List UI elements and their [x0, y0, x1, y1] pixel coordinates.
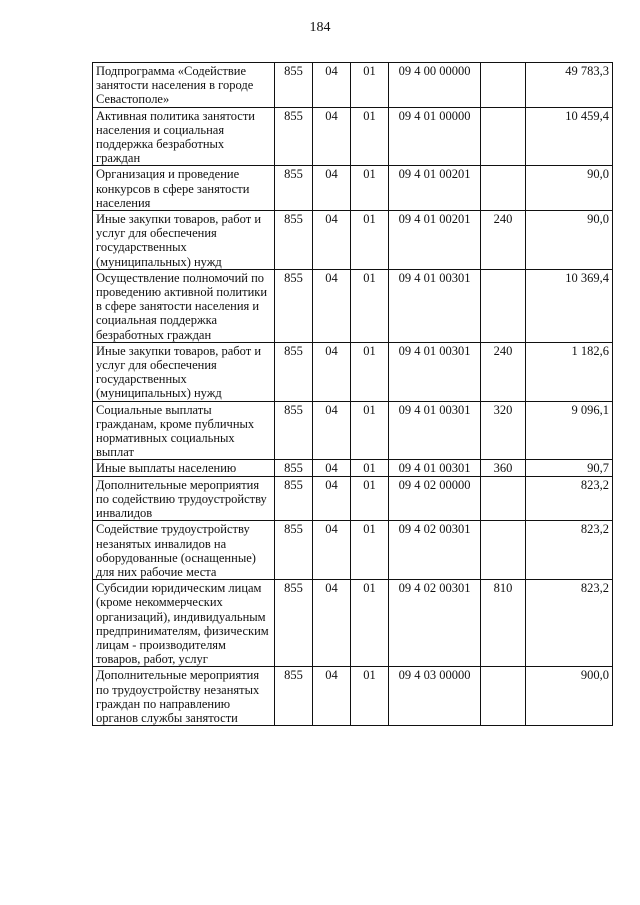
amount-cell: 10 369,4: [526, 269, 613, 342]
subsection-cell: 01: [351, 107, 389, 166]
expense-kind-cell: 810: [481, 580, 526, 667]
amount-cell: 1 182,6: [526, 342, 613, 401]
table-row: [93, 460, 613, 476]
table-row: [93, 63, 613, 108]
table-row: [93, 521, 613, 580]
ministry-code-cell: 855: [275, 342, 313, 401]
target-item-cell: 09 4 01 00301: [389, 342, 481, 401]
expense-name-cell: Подпрограмма «Содействие занятости населения в городе Севастополе»: [93, 63, 275, 108]
ministry-code-cell: 855: [275, 521, 313, 580]
section-cell: 04: [313, 342, 351, 401]
table-row: [93, 580, 613, 667]
expense-kind-cell: [481, 269, 526, 342]
amount-cell: 823,2: [526, 521, 613, 580]
target-item-cell: 09 4 02 00301: [389, 521, 481, 580]
amount-cell: 90,7: [526, 460, 613, 476]
expense-name-cell: Осуществление полномочий по проведению активной политики в сфере занятости населения и социальная поддержка безработных граждан: [93, 269, 275, 342]
target-item-cell: 09 4 01 00301: [389, 401, 481, 460]
amount-cell: 9 096,1: [526, 401, 613, 460]
ministry-code-cell: 855: [275, 107, 313, 166]
expense-name-cell: Иные выплаты населению: [93, 460, 275, 476]
expense-kind-cell: 320: [481, 401, 526, 460]
amount-cell: 49 783,3: [526, 63, 613, 108]
amount-cell: 90,0: [526, 166, 613, 211]
expense-kind-cell: 360: [481, 460, 526, 476]
expense-name-cell: Дополнительные мероприятия по содействию трудоустройству инвалидов: [93, 476, 275, 521]
page-number: 184: [309, 20, 331, 35]
target-item-cell: 09 4 01 00301: [389, 269, 481, 342]
table-row: [93, 269, 613, 342]
subsection-cell: 01: [351, 211, 389, 270]
section-cell: 04: [313, 521, 351, 580]
section-cell: 04: [313, 269, 351, 342]
table-row: [93, 342, 613, 401]
budget-table: [92, 62, 613, 726]
target-item-cell: 09 4 02 00301: [389, 580, 481, 667]
table-row: [93, 476, 613, 521]
target-item-cell: 09 4 01 00000: [389, 107, 481, 166]
expense-name-cell: Иные закупки товаров, работ и услуг для обеспечения государственных (муниципальных) нужд: [93, 211, 275, 270]
section-cell: 04: [313, 476, 351, 521]
ministry-code-cell: 855: [275, 211, 313, 270]
table-row: [93, 401, 613, 460]
target-item-cell: 09 4 01 00201: [389, 211, 481, 270]
subsection-cell: 01: [351, 166, 389, 211]
expense-name-cell: Организация и проведение конкурсов в сфере занятости населения: [93, 166, 275, 211]
target-item-cell: 09 4 01 00301: [389, 460, 481, 476]
amount-cell: 90,0: [526, 211, 613, 270]
ministry-code-cell: 855: [275, 580, 313, 667]
amount-cell: 900,0: [526, 667, 613, 726]
expense-name-cell: Активная политика занятости населения и социальная поддержка безработных граждан: [93, 107, 275, 166]
expense-kind-cell: [481, 63, 526, 108]
subsection-cell: 01: [351, 63, 389, 108]
ministry-code-cell: 855: [275, 166, 313, 211]
table-body: [93, 63, 613, 726]
table-row: [93, 166, 613, 211]
table-row: [93, 107, 613, 166]
ministry-code-cell: 855: [275, 460, 313, 476]
expense-kind-cell: [481, 476, 526, 521]
expense-name-cell: Социальные выплаты гражданам, кроме публичных нормативных социальных выплат: [93, 401, 275, 460]
expense-kind-cell: [481, 107, 526, 166]
expense-kind-cell: [481, 667, 526, 726]
expense-name-cell: Иные закупки товаров, работ и услуг для обеспечения государственных (муниципальных) нужд: [93, 342, 275, 401]
section-cell: 04: [313, 211, 351, 270]
amount-cell: 823,2: [526, 580, 613, 667]
section-cell: 04: [313, 580, 351, 667]
amount-cell: 10 459,4: [526, 107, 613, 166]
section-cell: 04: [313, 460, 351, 476]
ministry-code-cell: 855: [275, 401, 313, 460]
ministry-code-cell: 855: [275, 667, 313, 726]
ministry-code-cell: 855: [275, 63, 313, 108]
subsection-cell: 01: [351, 401, 389, 460]
amount-cell: 823,2: [526, 476, 613, 521]
expense-kind-cell: 240: [481, 211, 526, 270]
ministry-code-cell: 855: [275, 476, 313, 521]
expense-kind-cell: [481, 521, 526, 580]
subsection-cell: 01: [351, 580, 389, 667]
expense-name-cell: Дополнительные мероприятия по трудоустройству незанятых граждан по направлению органов службы занятости: [93, 667, 275, 726]
expense-name-cell: Субсидии юридическим лицам (кроме некоммерческих организаций), индивидуальным предпринимателям, физическим лицам - производителям товаров, работ, услуг: [93, 580, 275, 667]
expense-kind-cell: [481, 166, 526, 211]
target-item-cell: 09 4 00 00000: [389, 63, 481, 108]
subsection-cell: 01: [351, 476, 389, 521]
subsection-cell: 01: [351, 342, 389, 401]
section-cell: 04: [313, 401, 351, 460]
target-item-cell: 09 4 02 00000: [389, 476, 481, 521]
section-cell: 04: [313, 667, 351, 726]
subsection-cell: 01: [351, 460, 389, 476]
section-cell: 04: [313, 63, 351, 108]
expense-kind-cell: 240: [481, 342, 526, 401]
table-row: [93, 211, 613, 270]
section-cell: 04: [313, 166, 351, 211]
subsection-cell: 01: [351, 269, 389, 342]
subsection-cell: 01: [351, 667, 389, 726]
expense-name-cell: Содействие трудоустройству незанятых инвалидов на оборудованные (оснащенные) для них рабочие места: [93, 521, 275, 580]
section-cell: 04: [313, 107, 351, 166]
target-item-cell: 09 4 03 00000: [389, 667, 481, 726]
table-row: [93, 667, 613, 726]
ministry-code-cell: 855: [275, 269, 313, 342]
target-item-cell: 09 4 01 00201: [389, 166, 481, 211]
subsection-cell: 01: [351, 521, 389, 580]
